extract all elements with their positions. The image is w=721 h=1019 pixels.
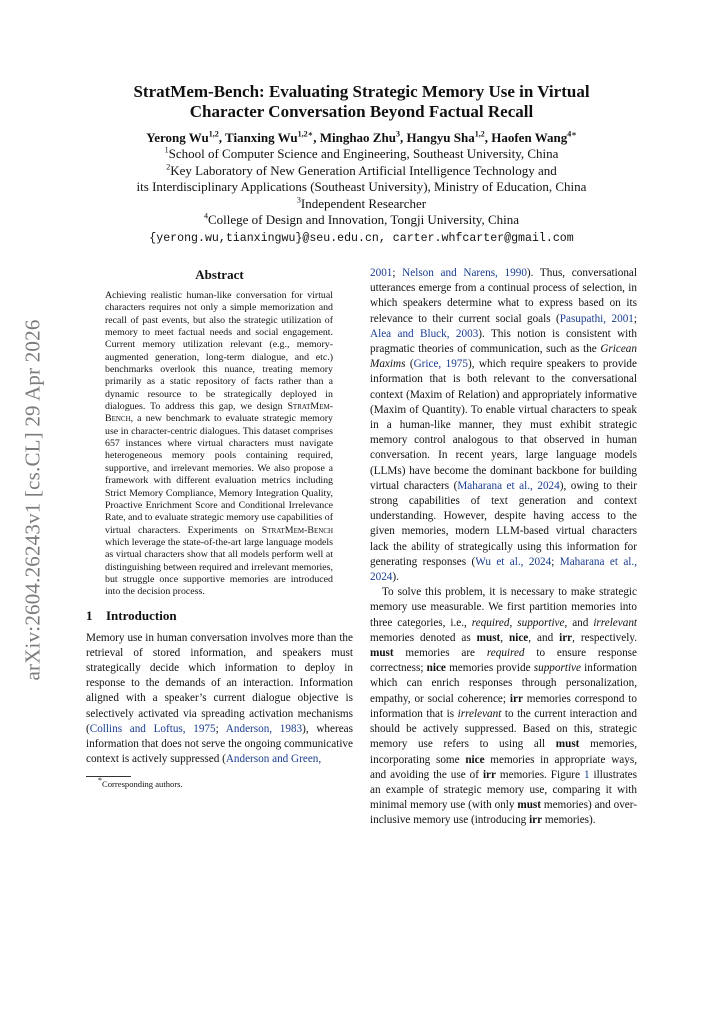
italic-term: supportive (517, 616, 565, 629)
affiliation-text: College of Design and Innovation, Tongji University, China (207, 212, 520, 227)
footnote (86, 776, 353, 790)
citation-link[interactable]: Anderson and Green, (225, 753, 322, 766)
right-column (370, 268, 637, 829)
affiliation-line (85, 146, 638, 163)
author-affiliation-mark: 1,2∗ (297, 129, 314, 139)
paper-header (85, 82, 638, 247)
author-affiliation-mark: 4∗ (567, 129, 577, 139)
bold-term: must (370, 647, 394, 660)
affiliation-line (85, 212, 638, 229)
author-name: Haofen Wang (491, 130, 568, 145)
footnote-divider (86, 776, 131, 777)
affiliation-mark: 3 (296, 195, 301, 205)
footnote-text: Corresponding authors. (102, 779, 183, 790)
bold-term: irr (482, 768, 496, 781)
author-name: Tianxing Wu (225, 130, 298, 145)
affiliation-line (85, 163, 638, 180)
benchmark-name: StratMem-Bench (105, 401, 333, 425)
affiliation-text: its Interdisciplinary Applications (Southeast University), Ministry of Education, China (136, 179, 587, 194)
introduction-paragraph-continued: 2001; Nelson and Narens, 1990). Thus, conversational utterances emerge from a continual process of selection, in which speakers determine what to express based on its relevance to their current social goals (Pasupathi, 2001; Alea and Bluck, 2003). This notion is consistent with pragmatic theories of communication, such as the Gricean Maxims (Grice, 1975), which require speakers to provide information that is both relevant to the conversational context (Maxim of Relation) and appropriately informative (Maxim of Quantity). To enable virtual characters to speak in a human-like manner, they must exhibit strategic memory control analogous to that observed in human conversation. In recent years, large language models (LLMs) have become the dominant backbone for building virtual characters (Maharana et al., 2024), owing to their strong capabilities of text generation and context understanding. However, despite having access to the given memories, modern LLM-based virtual characters lack the ability of strategically using this information for generating responses (Wu et al., 2024; Maharana et al., 2024). (370, 267, 638, 584)
affiliation-mark: 2 (166, 162, 171, 172)
italic-term: irrelevant (457, 707, 502, 720)
italic-term: required (471, 616, 510, 629)
author-name: Hangyu Sha (406, 130, 475, 145)
arxiv-sidebar (20, 300, 46, 700)
author-name: Minghao Zhu (319, 130, 396, 145)
citation-link[interactable]: 2001 (370, 267, 393, 279)
italic-term: irrelevant (593, 616, 638, 629)
bold-term: irr (529, 814, 543, 827)
author-affiliation-mark: 3 (395, 129, 400, 139)
introduction-heading (86, 609, 353, 623)
left-column (86, 268, 353, 789)
arxiv-identifier: arXiv:2604.26243v1 [cs.CL] 29 Apr 2026 (20, 319, 45, 681)
author-emails: {yerong.wu,tianxingwu}@seu.edu.cn, carter.whfcarter@gmail.com (149, 231, 574, 245)
affiliation-text: Independent Researcher (300, 195, 427, 211)
affiliation-text: School of Computer Science and Engineering, Southeast University, China (168, 146, 559, 161)
citation-link[interactable]: Nelson and Narens, 1990 (402, 267, 527, 279)
citation-link[interactable]: Maharana et al., 2024 (370, 555, 637, 584)
right-column-body (370, 266, 637, 829)
bold-term: must (476, 631, 501, 644)
citation-link[interactable]: Grice, 1975 (413, 358, 468, 371)
italic-term: supportive (533, 662, 581, 675)
citation-link[interactable]: Alea and Bluck, 2003 (370, 327, 479, 340)
abstract-body: Achieving realistic human-like conversation for virtual characters requires not only a simple memorization and recall of past events, but also the strategic utilization of memory to meet factual needs and social engagement. Current memory utilization relevant (e.g., memory-augmented generation, long-term dialogue, and etc.) benchmarks overlook this nuance, treating memory primarily as a static repository of facts rather than a dynamic resource to be strategically deployed in dialogues. To address this gap, we design StratMem-Bench, a new benchmark to evaluate strategic memory use in character-centric dialogues. This dataset comprises 657 instances where virtual characters must navigate heterogeneous memory pools containing required, supportive, and irrelevant memories. We also propose a framework with different evaluation metrics including Strict Memory Compliance, Memory Integration Quality, Proactive Enrichment Score and Conditional Irrelevance Rate, and to evaluate strategic memory use capabilities of virtual characters. Experiments on StratMem-Bench which leverage the state-of-the-art large language models as virtual characters show that all models perform well at distinguishing between required and irrelevant memories, but struggle once supportive memories are introduced into the decision process. (105, 290, 333, 598)
author-list: Yerong Wu$^{1,2}$, Tianxing $Wu^{1,2∗}$, Minghao Zhu$^3$, Hangyu Sha$^{1,2}$, Haofen Wang$^{4∗}$ (146, 129, 577, 145)
title-line-2: Character Conversation Beyond Factual Recall (189, 102, 534, 121)
section-title: Introduction (106, 607, 177, 623)
introduction-paragraph-2: To solve this problem, it is necessary to make strategic memory use measurable. We first partition memories into three categories, i.e., required, supportive, and irrelevant memories denoted as must, nice, and irr, respectively. must memories are required to ensure response correctness; nice memories provide supportive information which can enrich responses through personalization, empathy, or social coherence; irr memories correspond to information that is irrelevant to the current interaction and should be actively suppressed. Based on this, strategic memory use refers to using all must memories, incorporating some nice memories in appropriate ways, and avoiding the use of irr memories. Figure 1 illustrates an example of strategic memory use, comparing it with minimal memory use (with only must memories) and over-inclusive memory use (introducing irr memories). (370, 586, 638, 827)
citation-link[interactable]: Pasupathi, 2001 (559, 312, 634, 325)
affiliation-line (85, 196, 638, 213)
abstract-heading: Abstract (195, 267, 244, 282)
affiliation-line (85, 179, 638, 196)
citation-link[interactable]: Maharana et al., 2024 (457, 479, 560, 492)
citation-link[interactable]: Wu et al., 2024 (475, 555, 552, 568)
author-affiliation-mark: 1,2 (474, 129, 485, 139)
affiliation-mark: 4 (203, 211, 208, 221)
affiliation-list (85, 146, 638, 229)
bold-term: irr (509, 692, 523, 705)
paper-title (85, 82, 638, 122)
bold-term: nice (509, 631, 529, 644)
bold-term: nice (426, 662, 446, 675)
citation-link[interactable]: 1 (583, 768, 590, 781)
italic-term: Gricean Maxims (370, 343, 637, 371)
author-affiliation-mark: 1,2 (208, 129, 219, 139)
bold-term: nice (465, 753, 485, 766)
citation-link[interactable]: Anderson, 1983 (225, 722, 303, 735)
bold-term: irr (559, 631, 573, 644)
section-number: 1 (86, 607, 93, 623)
introduction-paragraph: Memory use in human conversation involves more than the retrieval of stored information, and speakers must strategically decide which information to deploy in response to the demands of an interaction. Information aligned with a speaker’s current dialogue objective is selectively activated via spreading activation mechanisms (Collins and Loftus, 1975; Anderson, 1983), whereas information that does not serve the ongoing communicative context is actively suppressed (Anderson and Green, (86, 631, 354, 766)
affiliation-mark: 1 (164, 145, 169, 155)
italic-term: required (486, 647, 525, 660)
citation-link[interactable]: Collins and Loftus, 1975 (89, 722, 216, 735)
title-line-1: StratMem-Bench: Evaluating Strategic Memory Use in Virtual (133, 82, 590, 101)
bold-term: must (555, 738, 580, 751)
bold-term: must (517, 799, 541, 812)
author-name: Yerong Wu (146, 130, 209, 145)
footnote-mark: * (98, 776, 102, 786)
affiliation-text: Key Laboratory of New Generation Artificial Intelligence Technology and (170, 162, 557, 178)
benchmark-name: StratMem-Bench (261, 524, 333, 536)
